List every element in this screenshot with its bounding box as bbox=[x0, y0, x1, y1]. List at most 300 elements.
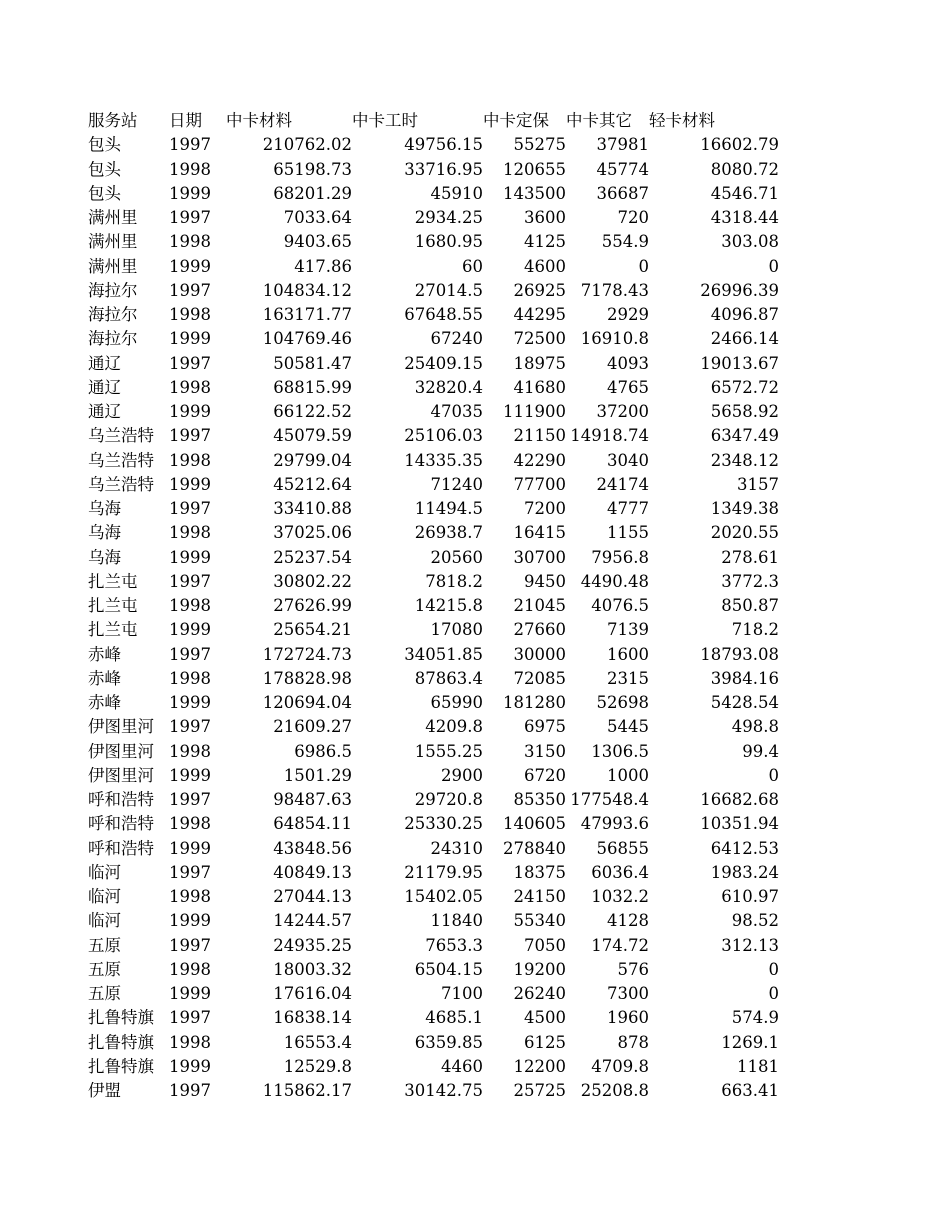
cell-medium-maintenance[interactable]: 85350 bbox=[513, 790, 566, 809]
cell-medium-labor-hours[interactable]: 30142.75 bbox=[404, 1081, 483, 1100]
cell-medium-maintenance[interactable]: 181280 bbox=[503, 693, 566, 712]
cell-light-material[interactable]: 610.97 bbox=[721, 887, 779, 906]
cell-medium-maintenance[interactable]: 16415 bbox=[513, 523, 566, 543]
cell-station[interactable]: 呼和浩特 bbox=[88, 790, 154, 809]
cell-light-material[interactable]: 2348.12 bbox=[710, 450, 779, 470]
cell-date[interactable]: 1999 bbox=[169, 838, 211, 858]
cell-medium-material[interactable]: 30802.22 bbox=[273, 571, 352, 591]
cell-medium-labor-hours[interactable]: 21179.95 bbox=[404, 862, 483, 882]
cell-medium-material[interactable]: 9403.65 bbox=[283, 232, 352, 252]
cell-medium-other[interactable]: 878 bbox=[617, 1032, 649, 1052]
cell-light-material[interactable]: 3984.16 bbox=[710, 668, 779, 688]
cell-medium-other[interactable]: 2315 bbox=[607, 668, 649, 688]
cell-medium-labor-hours[interactable]: 67648.55 bbox=[404, 305, 483, 324]
table-row bbox=[88, 740, 779, 764]
cell-date[interactable]: 1997 bbox=[169, 790, 211, 809]
cell-date[interactable]: 1997 bbox=[169, 862, 211, 882]
cell-medium-material[interactable]: 163171.77 bbox=[262, 305, 352, 324]
cell-medium-other[interactable]: 7956.8 bbox=[591, 547, 649, 567]
cell-medium-labor-hours[interactable]: 60 bbox=[462, 256, 483, 276]
cell-medium-maintenance[interactable]: 111900 bbox=[503, 402, 566, 421]
cell-date[interactable]: 1999 bbox=[169, 1056, 211, 1076]
cell-medium-material[interactable]: 417.86 bbox=[294, 256, 352, 276]
cell-medium-labor-hours[interactable]: 32820.4 bbox=[414, 377, 483, 397]
cell-station[interactable]: 包头 bbox=[88, 159, 121, 179]
cell-medium-labor-hours[interactable]: 65990 bbox=[430, 693, 483, 712]
cell-medium-material[interactable]: 65198.73 bbox=[273, 159, 352, 179]
cell-medium-labor-hours[interactable]: 7818.2 bbox=[425, 571, 483, 591]
cell-date[interactable]: 1999 bbox=[169, 402, 211, 421]
cell-medium-maintenance[interactable]: 18375 bbox=[513, 862, 566, 882]
header-medium-maintenance[interactable]: 中卡定保 bbox=[483, 111, 549, 130]
cell-medium-material[interactable]: 25654.21 bbox=[273, 620, 352, 640]
cell-medium-labor-hours[interactable]: 25106.03 bbox=[404, 426, 483, 446]
cell-station[interactable]: 满州里 bbox=[88, 208, 138, 227]
header-light-material[interactable]: 轻卡材料 bbox=[649, 111, 715, 130]
cell-medium-material[interactable]: 29799.04 bbox=[273, 450, 352, 470]
cell-medium-labor-hours[interactable]: 1555.25 bbox=[414, 741, 483, 761]
cell-station[interactable]: 赤峰 bbox=[88, 668, 121, 688]
cell-station[interactable]: 五原 bbox=[88, 935, 121, 955]
cell-medium-other[interactable]: 177548.4 bbox=[570, 790, 649, 809]
table-row bbox=[88, 424, 779, 448]
cell-station[interactable]: 海拉尔 bbox=[88, 280, 138, 300]
cell-medium-other[interactable]: 45774 bbox=[596, 159, 649, 179]
cell-light-material[interactable]: 1269.1 bbox=[721, 1032, 779, 1052]
cell-light-material[interactable]: 98.52 bbox=[731, 911, 779, 931]
cell-medium-other[interactable]: 4093 bbox=[607, 353, 649, 373]
cell-medium-maintenance[interactable]: 278840 bbox=[503, 838, 566, 858]
cell-medium-labor-hours[interactable]: 67240 bbox=[430, 329, 483, 349]
cell-medium-maintenance[interactable]: 41680 bbox=[513, 377, 566, 397]
table-row bbox=[88, 788, 779, 812]
cell-medium-labor-hours[interactable]: 6504.15 bbox=[414, 959, 483, 979]
cell-medium-material[interactable]: 16553.4 bbox=[283, 1032, 352, 1052]
cell-medium-labor-hours[interactable]: 71240 bbox=[430, 474, 483, 494]
cell-date[interactable]: 1997 bbox=[169, 717, 211, 737]
cell-medium-maintenance[interactable]: 55275 bbox=[513, 135, 566, 155]
cell-medium-labor-hours[interactable]: 2934.25 bbox=[414, 208, 483, 227]
cell-light-material[interactable]: 574.9 bbox=[731, 1008, 779, 1028]
cell-medium-material[interactable]: 17616.04 bbox=[273, 984, 352, 1003]
cell-light-material[interactable]: 19013.67 bbox=[700, 353, 779, 373]
cell-medium-labor-hours[interactable]: 17080 bbox=[430, 620, 483, 640]
cell-station[interactable]: 乌海 bbox=[88, 523, 121, 543]
cell-station[interactable]: 五原 bbox=[88, 959, 121, 979]
cell-date[interactable]: 1997 bbox=[169, 208, 211, 227]
cell-medium-maintenance[interactable]: 30000 bbox=[513, 644, 566, 664]
cell-medium-labor-hours[interactable]: 34051.85 bbox=[404, 644, 483, 664]
cell-station[interactable]: 赤峰 bbox=[88, 644, 121, 664]
cell-light-material[interactable]: 0 bbox=[768, 959, 779, 979]
cell-medium-material[interactable]: 104769.46 bbox=[262, 329, 352, 349]
cell-station[interactable]: 满州里 bbox=[88, 256, 138, 276]
cell-light-material[interactable]: 99.4 bbox=[742, 741, 779, 761]
cell-date[interactable]: 1997 bbox=[169, 499, 211, 518]
cell-light-material[interactable]: 498.8 bbox=[731, 717, 779, 737]
table-row bbox=[88, 1079, 779, 1103]
cell-light-material[interactable]: 3772.3 bbox=[721, 571, 779, 591]
cell-medium-labor-hours[interactable]: 11494.5 bbox=[414, 499, 483, 518]
cell-medium-labor-hours[interactable]: 4685.1 bbox=[425, 1008, 483, 1028]
cell-medium-labor-hours[interactable]: 24310 bbox=[430, 838, 483, 858]
cell-medium-other[interactable]: 16910.8 bbox=[580, 329, 649, 349]
cell-medium-maintenance[interactable]: 4500 bbox=[524, 1008, 566, 1028]
cell-medium-other[interactable]: 4765 bbox=[607, 377, 649, 397]
cell-medium-labor-hours[interactable]: 14335.35 bbox=[404, 450, 483, 470]
cell-medium-labor-hours[interactable]: 25330.25 bbox=[404, 814, 483, 834]
cell-medium-maintenance[interactable]: 25725 bbox=[513, 1081, 566, 1100]
cell-medium-material[interactable]: 12529.8 bbox=[283, 1056, 352, 1076]
cell-medium-maintenance[interactable]: 26240 bbox=[513, 984, 566, 1003]
cell-date[interactable]: 1998 bbox=[169, 232, 211, 252]
cell-date[interactable]: 1999 bbox=[169, 620, 211, 640]
cell-medium-other[interactable]: 174.72 bbox=[591, 935, 649, 955]
cell-light-material[interactable]: 18793.08 bbox=[700, 644, 779, 664]
cell-date[interactable]: 1999 bbox=[169, 474, 211, 494]
cell-station[interactable]: 扎兰屯 bbox=[88, 571, 138, 591]
cell-medium-material[interactable]: 43848.56 bbox=[273, 838, 352, 858]
cell-medium-maintenance[interactable]: 4600 bbox=[524, 256, 566, 276]
cell-light-material[interactable]: 1349.38 bbox=[710, 499, 779, 518]
cell-date[interactable]: 1999 bbox=[169, 256, 211, 276]
cell-medium-material[interactable]: 18003.32 bbox=[273, 959, 352, 979]
cell-medium-material[interactable]: 120694.04 bbox=[262, 693, 352, 712]
cell-station[interactable]: 乌兰浩特 bbox=[88, 474, 154, 494]
cell-date[interactable]: 1997 bbox=[169, 1081, 211, 1100]
cell-medium-other[interactable]: 5445 bbox=[607, 717, 649, 737]
cell-station[interactable]: 呼和浩特 bbox=[88, 838, 154, 858]
cell-medium-material[interactable]: 64854.11 bbox=[273, 814, 352, 834]
cell-date[interactable]: 1998 bbox=[169, 377, 211, 397]
cell-medium-other[interactable]: 56855 bbox=[596, 838, 649, 858]
cell-light-material[interactable]: 5428.54 bbox=[710, 693, 779, 712]
cell-medium-labor-hours[interactable]: 7653.3 bbox=[425, 935, 483, 955]
cell-medium-labor-hours[interactable]: 26938.7 bbox=[414, 523, 483, 543]
cell-light-material[interactable]: 6572.72 bbox=[710, 377, 779, 397]
cell-medium-maintenance[interactable]: 18975 bbox=[513, 353, 566, 373]
cell-medium-maintenance[interactable]: 7050 bbox=[524, 935, 566, 955]
cell-medium-other[interactable]: 4490.48 bbox=[580, 571, 649, 591]
cell-date[interactable]: 1997 bbox=[169, 353, 211, 373]
cell-medium-material[interactable]: 27626.99 bbox=[273, 596, 352, 615]
cell-medium-other[interactable]: 0 bbox=[638, 256, 649, 276]
cell-medium-material[interactable]: 40849.13 bbox=[273, 862, 352, 882]
cell-station[interactable]: 伊盟 bbox=[88, 1081, 121, 1100]
cell-light-material[interactable]: 312.13 bbox=[721, 935, 779, 955]
cell-medium-other[interactable]: 7300 bbox=[607, 984, 649, 1003]
cell-medium-labor-hours[interactable]: 33716.95 bbox=[404, 159, 483, 179]
cell-light-material[interactable]: 1983.24 bbox=[710, 862, 779, 882]
cell-medium-labor-hours[interactable]: 45910 bbox=[430, 183, 483, 203]
cell-medium-maintenance[interactable]: 55340 bbox=[513, 911, 566, 931]
cell-station[interactable]: 海拉尔 bbox=[88, 329, 138, 349]
cell-date[interactable]: 1998 bbox=[169, 450, 211, 470]
cell-date[interactable]: 1998 bbox=[169, 596, 211, 615]
cell-light-material[interactable]: 850.87 bbox=[721, 596, 779, 615]
cell-medium-labor-hours[interactable]: 6359.85 bbox=[414, 1032, 483, 1052]
cell-date[interactable]: 1998 bbox=[169, 305, 211, 324]
cell-medium-material[interactable]: 14244.57 bbox=[273, 911, 352, 931]
cell-light-material[interactable]: 663.41 bbox=[721, 1081, 779, 1100]
cell-medium-labor-hours[interactable]: 25409.15 bbox=[404, 353, 483, 373]
cell-light-material[interactable]: 0 bbox=[768, 984, 779, 1003]
cell-medium-other[interactable]: 37981 bbox=[596, 135, 649, 155]
cell-medium-maintenance[interactable]: 12200 bbox=[513, 1056, 566, 1076]
cell-light-material[interactable]: 26996.39 bbox=[700, 280, 779, 300]
cell-station[interactable]: 通辽 bbox=[88, 402, 121, 421]
cell-station[interactable]: 乌海 bbox=[88, 547, 121, 567]
cell-date[interactable]: 1997 bbox=[169, 426, 211, 446]
cell-medium-material[interactable]: 210762.02 bbox=[262, 135, 352, 155]
cell-station[interactable]: 伊图里河 bbox=[88, 717, 154, 737]
cell-medium-material[interactable]: 16838.14 bbox=[273, 1008, 352, 1028]
cell-medium-material[interactable]: 68815.99 bbox=[273, 377, 352, 397]
cell-medium-labor-hours[interactable]: 4460 bbox=[441, 1056, 483, 1076]
cell-medium-labor-hours[interactable]: 29720.8 bbox=[414, 790, 483, 809]
cell-station[interactable]: 呼和浩特 bbox=[88, 814, 154, 834]
cell-station[interactable]: 通辽 bbox=[88, 377, 121, 397]
cell-light-material[interactable]: 2466.14 bbox=[710, 329, 779, 349]
cell-station[interactable]: 赤峰 bbox=[88, 693, 121, 712]
cell-station[interactable]: 扎鲁特旗 bbox=[88, 1032, 154, 1052]
cell-medium-maintenance[interactable]: 6125 bbox=[524, 1032, 566, 1052]
cell-date[interactable]: 1997 bbox=[169, 280, 211, 300]
cell-light-material[interactable]: 3157 bbox=[737, 474, 779, 494]
table-row bbox=[88, 1055, 779, 1079]
cell-date[interactable]: 1998 bbox=[169, 1032, 211, 1052]
cell-medium-maintenance[interactable]: 7200 bbox=[524, 499, 566, 518]
cell-light-material[interactable]: 8080.72 bbox=[710, 159, 779, 179]
table-row bbox=[88, 158, 779, 182]
cell-medium-material[interactable]: 45212.64 bbox=[273, 474, 352, 494]
cell-medium-maintenance[interactable]: 24150 bbox=[513, 887, 566, 906]
cell-station[interactable]: 乌海 bbox=[88, 499, 121, 518]
header-medium-other[interactable]: 中卡其它 bbox=[566, 111, 632, 130]
cell-medium-material[interactable]: 50581.47 bbox=[273, 353, 352, 373]
cell-medium-other[interactable]: 4709.8 bbox=[591, 1056, 649, 1076]
cell-medium-other[interactable]: 720 bbox=[617, 208, 649, 227]
cell-medium-maintenance[interactable]: 30700 bbox=[513, 547, 566, 567]
cell-light-material[interactable]: 5658.92 bbox=[710, 402, 779, 421]
cell-medium-other[interactable]: 1306.5 bbox=[591, 741, 649, 761]
cell-medium-maintenance[interactable]: 6720 bbox=[524, 765, 566, 785]
cell-station[interactable]: 包头 bbox=[88, 135, 121, 155]
cell-light-material[interactable]: 4546.71 bbox=[710, 183, 779, 203]
cell-station[interactable]: 满州里 bbox=[88, 232, 138, 252]
cell-medium-labor-hours[interactable]: 7100 bbox=[441, 984, 483, 1003]
cell-station[interactable]: 五原 bbox=[88, 984, 121, 1003]
cell-light-material[interactable]: 10351.94 bbox=[700, 814, 779, 834]
cell-medium-maintenance[interactable]: 72085 bbox=[513, 668, 566, 688]
cell-medium-maintenance[interactable]: 4125 bbox=[524, 232, 566, 252]
cell-station[interactable]: 扎兰屯 bbox=[88, 596, 138, 615]
cell-date[interactable]: 1997 bbox=[169, 571, 211, 591]
cell-date[interactable]: 1998 bbox=[169, 814, 211, 834]
table-row bbox=[88, 497, 779, 521]
cell-medium-material[interactable]: 68201.29 bbox=[273, 183, 352, 203]
cell-date[interactable]: 1999 bbox=[169, 693, 211, 712]
cell-medium-other[interactable]: 1600 bbox=[607, 644, 649, 664]
cell-medium-maintenance[interactable]: 120655 bbox=[503, 159, 566, 179]
cell-medium-maintenance[interactable]: 21045 bbox=[513, 596, 566, 615]
cell-medium-maintenance[interactable]: 72500 bbox=[513, 329, 566, 349]
cell-medium-other[interactable]: 7139 bbox=[607, 620, 649, 640]
cell-medium-material[interactable]: 115862.17 bbox=[262, 1081, 352, 1100]
cell-medium-material[interactable]: 172724.73 bbox=[262, 644, 352, 664]
cell-date[interactable]: 1998 bbox=[169, 887, 211, 906]
cell-station[interactable]: 乌兰浩特 bbox=[88, 450, 154, 470]
cell-light-material[interactable]: 2020.55 bbox=[710, 523, 779, 543]
table-row bbox=[88, 473, 779, 497]
cell-medium-labor-hours[interactable]: 87863.4 bbox=[414, 668, 483, 688]
cell-medium-maintenance[interactable]: 3150 bbox=[524, 741, 566, 761]
cell-medium-other[interactable]: 7178.43 bbox=[580, 280, 649, 300]
cell-station[interactable]: 扎兰屯 bbox=[88, 620, 138, 640]
cell-date[interactable]: 1998 bbox=[169, 668, 211, 688]
cell-light-material[interactable]: 16602.79 bbox=[700, 135, 779, 155]
header-station[interactable]: 服务站 bbox=[88, 111, 138, 130]
cell-station[interactable]: 包头 bbox=[88, 183, 121, 203]
cell-date[interactable]: 1998 bbox=[169, 741, 211, 761]
cell-medium-other[interactable]: 4076.5 bbox=[591, 596, 649, 615]
cell-light-material[interactable]: 4096.87 bbox=[710, 305, 779, 324]
cell-medium-material[interactable]: 6986.5 bbox=[294, 741, 352, 761]
cell-medium-other[interactable]: 2929 bbox=[607, 305, 649, 324]
cell-medium-material[interactable]: 7033.64 bbox=[283, 208, 352, 227]
cell-medium-other[interactable]: 52698 bbox=[596, 693, 649, 712]
data-table bbox=[88, 109, 779, 1103]
header-date[interactable]: 日期 bbox=[169, 111, 202, 130]
table-row bbox=[88, 861, 779, 885]
cell-date[interactable]: 1998 bbox=[169, 159, 211, 179]
cell-medium-material[interactable]: 27044.13 bbox=[273, 887, 352, 906]
cell-medium-material[interactable]: 37025.06 bbox=[273, 523, 352, 543]
cell-medium-material[interactable]: 178828.98 bbox=[262, 668, 352, 688]
cell-station[interactable]: 海拉尔 bbox=[88, 305, 138, 324]
cell-date[interactable]: 1999 bbox=[169, 765, 211, 785]
cell-medium-maintenance[interactable]: 3600 bbox=[524, 208, 566, 227]
cell-station[interactable]: 伊图里河 bbox=[88, 741, 154, 761]
cell-medium-maintenance[interactable]: 77700 bbox=[513, 474, 566, 494]
cell-station[interactable]: 临河 bbox=[88, 887, 121, 906]
cell-medium-other[interactable]: 4128 bbox=[607, 911, 649, 931]
cell-light-material[interactable]: 6347.49 bbox=[710, 426, 779, 446]
cell-date[interactable]: 1999 bbox=[169, 547, 211, 567]
cell-medium-maintenance[interactable]: 27660 bbox=[513, 620, 566, 640]
cell-medium-labor-hours[interactable]: 15402.05 bbox=[404, 887, 483, 906]
cell-medium-other[interactable]: 1960 bbox=[607, 1008, 649, 1028]
cell-medium-maintenance[interactable]: 26925 bbox=[513, 280, 566, 300]
cell-date[interactable]: 1999 bbox=[169, 984, 211, 1003]
cell-medium-material[interactable]: 33410.88 bbox=[273, 499, 352, 518]
cell-medium-labor-hours[interactable]: 20560 bbox=[430, 547, 483, 567]
cell-light-material[interactable]: 0 bbox=[768, 765, 779, 785]
cell-date[interactable]: 1997 bbox=[169, 644, 211, 664]
cell-light-material[interactable]: 278.61 bbox=[721, 547, 779, 567]
cell-medium-other[interactable]: 6036.4 bbox=[591, 862, 649, 882]
cell-station[interactable]: 临河 bbox=[88, 911, 121, 931]
cell-station[interactable]: 扎鲁特旗 bbox=[88, 1056, 154, 1076]
table-row bbox=[88, 352, 779, 376]
cell-date[interactable]: 1997 bbox=[169, 935, 211, 955]
cell-medium-labor-hours[interactable]: 47035 bbox=[430, 402, 483, 421]
cell-medium-maintenance[interactable]: 140605 bbox=[503, 814, 566, 834]
cell-medium-labor-hours[interactable]: 49756.15 bbox=[404, 135, 483, 155]
cell-date[interactable]: 1999 bbox=[169, 183, 211, 203]
cell-light-material[interactable]: 1181 bbox=[737, 1056, 779, 1076]
cell-medium-maintenance[interactable]: 143500 bbox=[503, 183, 566, 203]
cell-medium-material[interactable]: 25237.54 bbox=[273, 547, 352, 567]
cell-medium-other[interactable]: 1000 bbox=[607, 765, 649, 785]
cell-medium-maintenance[interactable]: 19200 bbox=[513, 959, 566, 979]
cell-medium-other[interactable]: 47993.6 bbox=[580, 814, 649, 834]
cell-medium-other[interactable]: 36687 bbox=[596, 183, 649, 203]
cell-medium-other[interactable]: 4777 bbox=[607, 499, 649, 518]
cell-date[interactable]: 1998 bbox=[169, 959, 211, 979]
cell-medium-other[interactable]: 3040 bbox=[607, 450, 649, 470]
cell-medium-other[interactable]: 14918.74 bbox=[570, 426, 649, 446]
cell-station[interactable]: 扎鲁特旗 bbox=[88, 1008, 154, 1028]
cell-station[interactable]: 通辽 bbox=[88, 353, 121, 373]
cell-station[interactable]: 伊图里河 bbox=[88, 765, 154, 785]
cell-medium-labor-hours[interactable]: 11840 bbox=[430, 911, 483, 931]
cell-medium-labor-hours[interactable]: 4209.8 bbox=[425, 717, 483, 737]
cell-medium-other[interactable]: 24174 bbox=[596, 474, 649, 494]
cell-date[interactable]: 1997 bbox=[169, 1008, 211, 1028]
cell-light-material[interactable]: 303.08 bbox=[721, 232, 779, 252]
cell-medium-labor-hours[interactable]: 14215.8 bbox=[414, 596, 483, 615]
cell-station[interactable]: 乌兰浩特 bbox=[88, 426, 154, 446]
cell-date[interactable]: 1998 bbox=[169, 523, 211, 543]
cell-medium-other[interactable]: 554.9 bbox=[601, 232, 649, 252]
cell-date[interactable]: 1999 bbox=[169, 329, 211, 349]
cell-medium-other[interactable]: 37200 bbox=[596, 402, 649, 421]
table-row bbox=[88, 1031, 779, 1055]
cell-medium-material[interactable]: 66122.52 bbox=[273, 402, 352, 421]
cell-light-material[interactable]: 718.2 bbox=[731, 620, 779, 640]
cell-medium-maintenance[interactable]: 42290 bbox=[513, 450, 566, 470]
cell-medium-material[interactable]: 98487.63 bbox=[273, 790, 352, 809]
cell-medium-maintenance[interactable]: 9450 bbox=[524, 571, 566, 591]
cell-medium-other[interactable]: 25208.8 bbox=[580, 1081, 649, 1100]
cell-medium-labor-hours[interactable]: 2900 bbox=[441, 765, 483, 785]
cell-date[interactable]: 1999 bbox=[169, 911, 211, 931]
cell-medium-material[interactable]: 21609.27 bbox=[273, 717, 352, 737]
cell-medium-maintenance[interactable]: 44295 bbox=[513, 305, 566, 324]
cell-medium-material[interactable]: 24935.25 bbox=[273, 935, 352, 955]
header-medium-labor-hours[interactable]: 中卡工时 bbox=[352, 111, 418, 130]
cell-medium-other[interactable]: 1155 bbox=[607, 523, 649, 543]
cell-light-material[interactable]: 0 bbox=[768, 256, 779, 276]
cell-light-material[interactable]: 4318.44 bbox=[710, 208, 779, 227]
cell-medium-material[interactable]: 104834.12 bbox=[262, 280, 352, 300]
header-medium-material[interactable]: 中卡材料 bbox=[226, 111, 292, 130]
cell-medium-labor-hours[interactable]: 27014.5 bbox=[414, 280, 483, 300]
table-row bbox=[88, 812, 779, 836]
cell-medium-other[interactable]: 1032.2 bbox=[591, 887, 649, 906]
cell-date[interactable]: 1997 bbox=[169, 135, 211, 155]
cell-medium-maintenance[interactable]: 21150 bbox=[513, 426, 566, 446]
cell-medium-maintenance[interactable]: 6975 bbox=[524, 717, 566, 737]
cell-station[interactable]: 临河 bbox=[88, 862, 121, 882]
cell-light-material[interactable]: 16682.68 bbox=[700, 790, 779, 809]
cell-medium-material[interactable]: 1501.29 bbox=[283, 765, 352, 785]
cell-medium-material[interactable]: 45079.59 bbox=[273, 426, 352, 446]
cell-medium-labor-hours[interactable]: 1680.95 bbox=[414, 232, 483, 252]
cell-light-material[interactable]: 6412.53 bbox=[710, 838, 779, 858]
cell-medium-other[interactable]: 576 bbox=[617, 959, 649, 979]
